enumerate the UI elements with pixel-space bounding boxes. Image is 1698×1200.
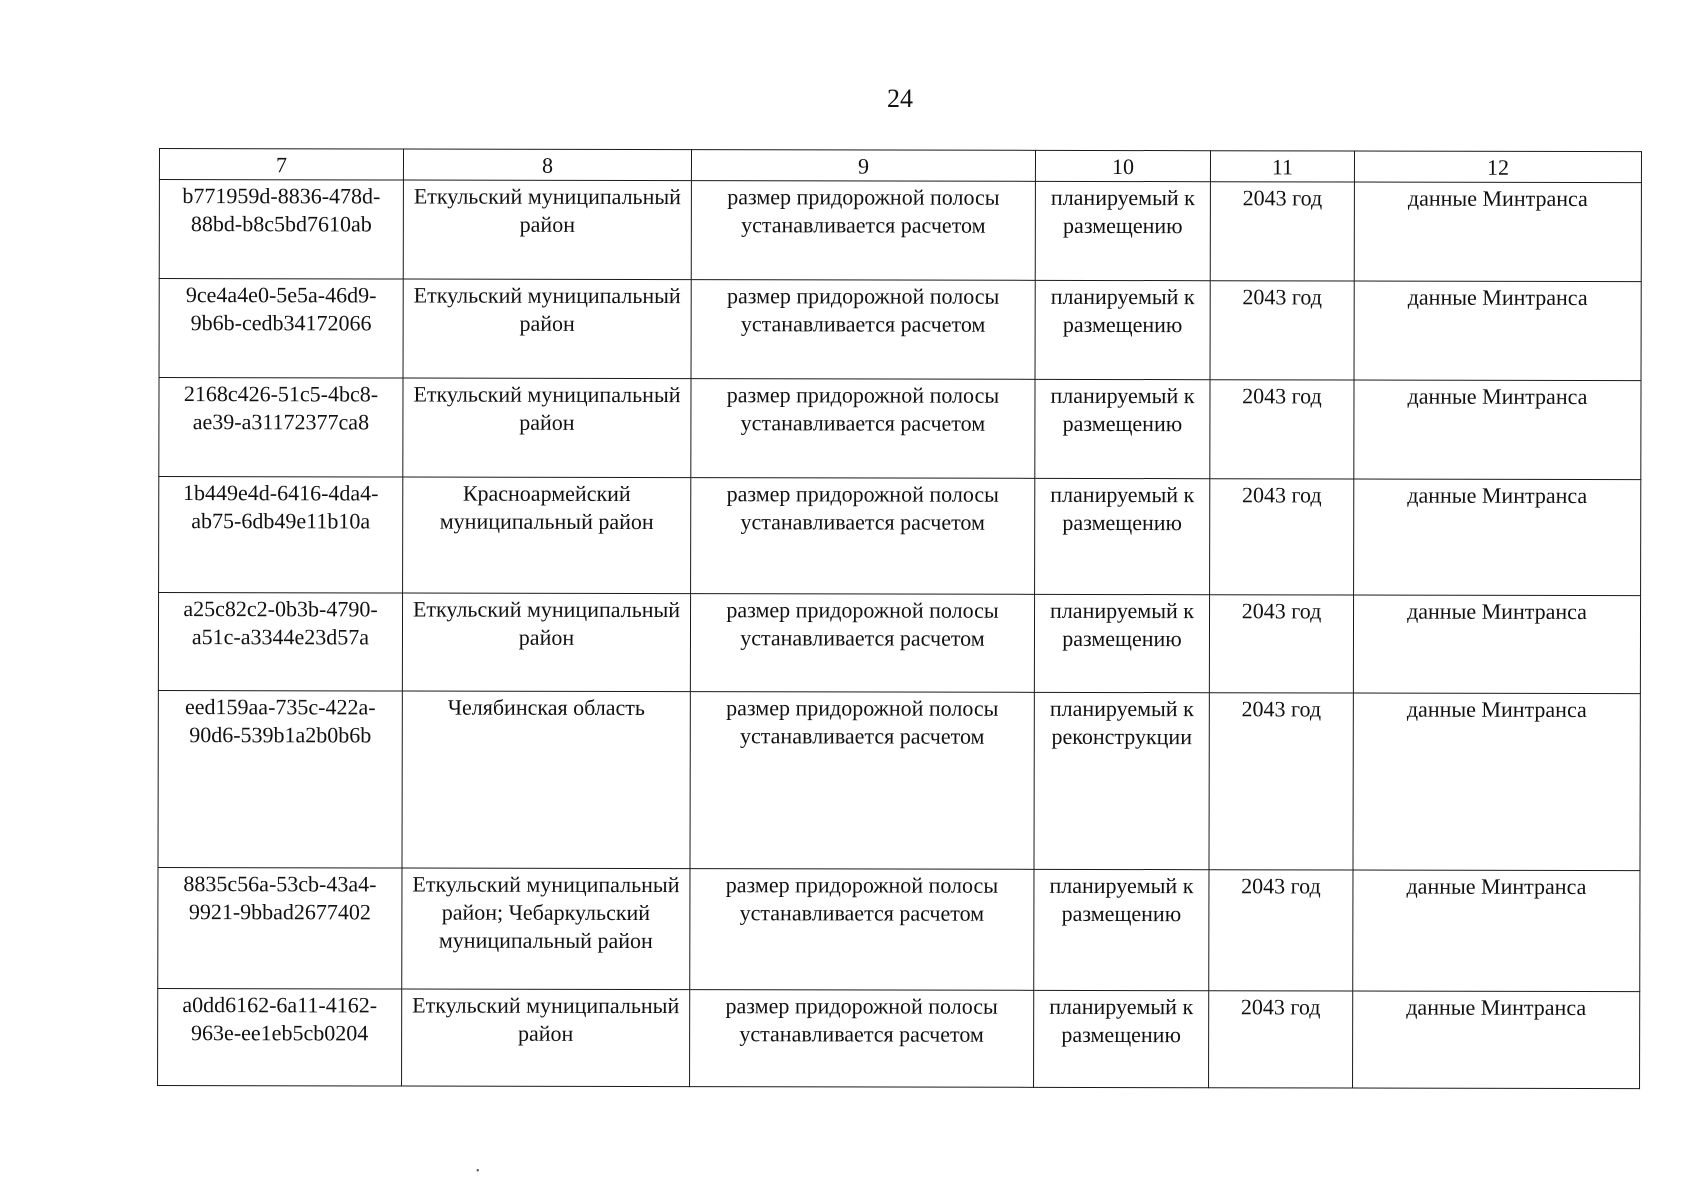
territory-cell: Еткульский муниципальный район bbox=[402, 593, 690, 692]
year-cell: 2043 год bbox=[1209, 595, 1353, 693]
status-cell: планируемый к размещению bbox=[1035, 280, 1210, 379]
source-cell: данные Минтранса bbox=[1354, 182, 1641, 282]
column-header-10: 10 bbox=[1035, 150, 1210, 181]
column-header-9: 9 bbox=[691, 150, 1035, 182]
source-cell: данные Минтранса bbox=[1354, 281, 1641, 381]
territory-cell: Еткульский муниципальный район bbox=[403, 180, 691, 280]
zone-cell: размер придорожной полосы устанавливается расчетом bbox=[690, 869, 1034, 991]
year-cell: 2043 год bbox=[1209, 991, 1353, 1088]
zone-cell: размер придорожной полосы устанавливается расчетом bbox=[690, 594, 1034, 693]
source-cell: данные Минтранса bbox=[1353, 991, 1640, 1089]
territory-cell: Челябинская область bbox=[402, 691, 690, 869]
column-header-7: 7 bbox=[159, 149, 403, 181]
year-cell: 2043 год bbox=[1210, 281, 1354, 380]
zone-cell: размер придорожной полосы устанавливается расчетом bbox=[691, 379, 1035, 479]
table-row bbox=[158, 988, 1640, 1088]
table-row bbox=[158, 593, 1640, 694]
year-cell: 2043 год bbox=[1210, 182, 1354, 281]
zone-cell: размер придорожной полосы устанавливается расчетом bbox=[690, 692, 1034, 870]
territory-cell: Еткульский муниципальный район bbox=[403, 378, 691, 478]
status-cell: планируемый к размещению bbox=[1035, 379, 1210, 478]
status-cell: планируемый к размещению bbox=[1034, 869, 1209, 990]
object-id-cell: eed159aa-735c-422a-90d6-539b1a2b0b6b bbox=[158, 690, 402, 868]
year-cell: 2043 год bbox=[1210, 479, 1354, 595]
table-row bbox=[158, 867, 1640, 991]
zone-cell: размер придорожной полосы устанавливается расчетом bbox=[691, 280, 1035, 380]
source-cell: данные Минтранса bbox=[1353, 595, 1640, 694]
source-cell: данные Минтранса bbox=[1353, 870, 1640, 992]
territory-cell: Еткульский муниципальный район bbox=[403, 279, 691, 379]
source-cell: данные Минтранса bbox=[1354, 479, 1641, 596]
source-cell: данные Минтранса bbox=[1354, 380, 1641, 480]
table-row bbox=[159, 180, 1641, 282]
status-cell: планируемый к реконструкции bbox=[1034, 692, 1209, 869]
object-id-cell: 8835c56a-53cb-43a4-9921-9bbad2677402 bbox=[158, 867, 402, 989]
year-cell: 2043 год bbox=[1209, 693, 1353, 870]
object-id-cell: a25c82c2-0b3b-4790-a51c-a3344e23d57a bbox=[158, 593, 402, 692]
zone-cell: размер придорожной полосы устанавливается расчетом bbox=[690, 990, 1034, 1088]
object-id-cell: 9ce4a4e0-5e5a-46d9-9b6b-cedb34172066 bbox=[159, 279, 403, 379]
registry-table bbox=[157, 148, 1642, 1089]
year-cell: 2043 год bbox=[1209, 870, 1353, 991]
zone-cell: размер придорожной полосы устанавливается расчетом bbox=[691, 181, 1035, 281]
table-row bbox=[159, 477, 1641, 596]
column-header-11: 11 bbox=[1210, 151, 1354, 182]
column-header-8: 8 bbox=[403, 149, 691, 181]
territory-cell: Еткульский муниципальный район bbox=[402, 989, 690, 1087]
object-id-cell: a0dd6162-6a11-4162-963e-ee1eb5cb0204 bbox=[158, 988, 402, 1086]
status-cell: планируемый к размещению bbox=[1034, 990, 1209, 1087]
object-id-cell: 1b449e4d-6416-4da4-ab75-6db49e11b10a bbox=[159, 477, 403, 594]
territory-cell: Красноармейский муниципальный район bbox=[403, 477, 691, 594]
source-cell: данные Минтранса bbox=[1353, 693, 1640, 871]
scan-speck: • bbox=[476, 1166, 480, 1177]
object-id-cell: b771959d-8836-478d-88bd-b8c5bd7610ab bbox=[159, 180, 403, 280]
object-id-cell: 2168c426-51c5-4bc8-ae39-a31172377ca8 bbox=[159, 378, 403, 478]
table-row bbox=[159, 279, 1641, 381]
zone-cell: размер придорожной полосы устанавливается расчетом bbox=[691, 478, 1035, 595]
status-cell: планируемый к размещению bbox=[1035, 181, 1210, 280]
year-cell: 2043 год bbox=[1210, 380, 1354, 479]
header-row bbox=[159, 149, 1641, 183]
status-cell: планируемый к размещению bbox=[1035, 478, 1210, 594]
table-row bbox=[158, 690, 1640, 870]
page-number: 24 bbox=[887, 84, 913, 113]
table-row bbox=[159, 378, 1641, 480]
territory-cell: Еткульский муниципальный район; Чебаркульский муниципальный район bbox=[402, 868, 690, 990]
status-cell: планируемый к размещению bbox=[1034, 594, 1209, 692]
column-header-12: 12 bbox=[1354, 151, 1641, 183]
